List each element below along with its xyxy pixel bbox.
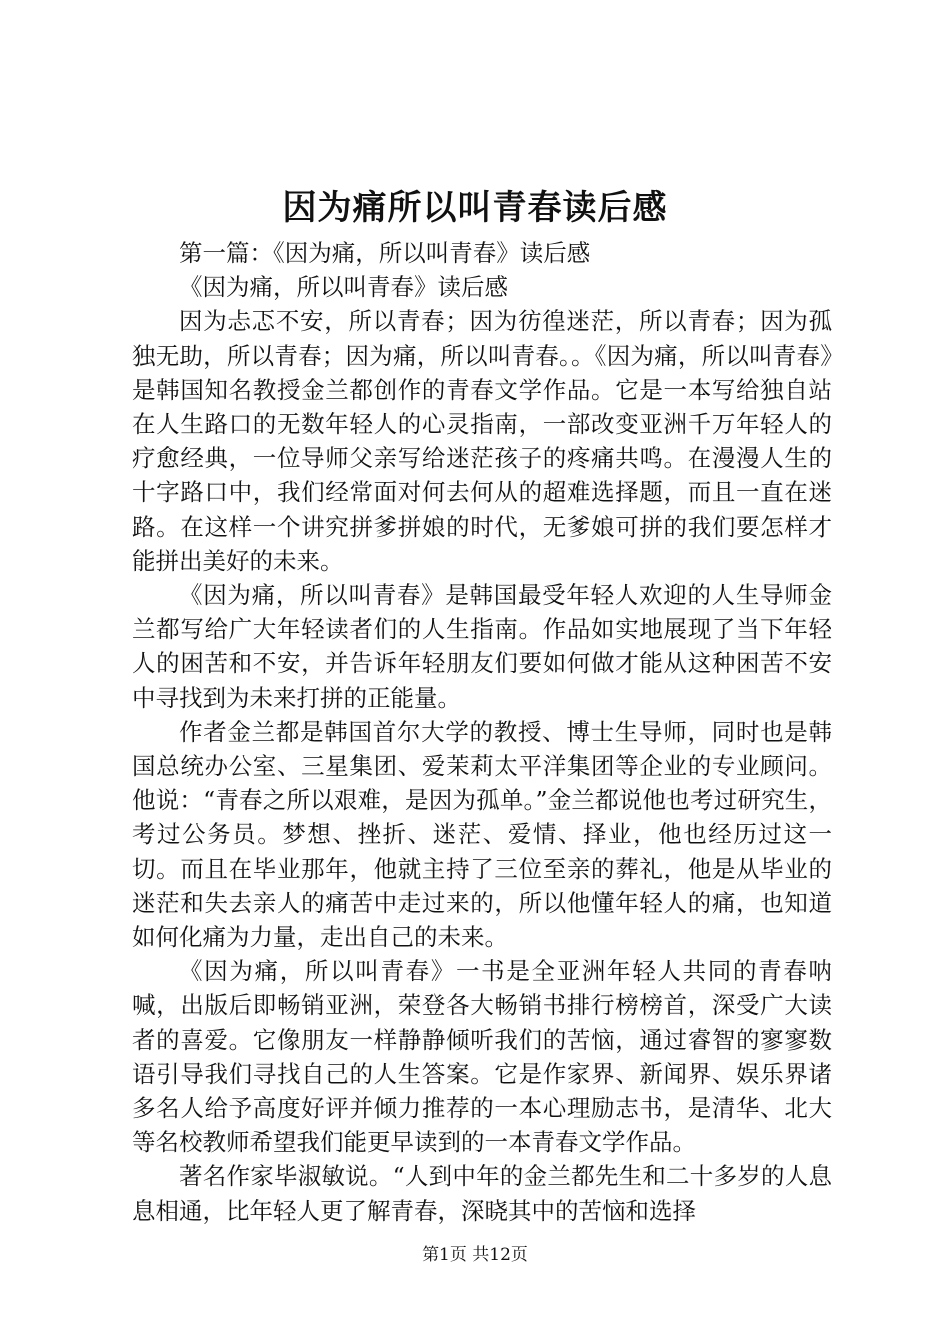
paragraph: 第一篇：《因为痛，所以叫青春》读后感 xyxy=(179,239,591,267)
paragraph: 作者金兰都是韩国首尔大学的教授、博士生导师，同时也是韩国总统办公室、三星集团、爱茉莉太平洋集团等企业的专业顾问。他说：“青春之所以艰难，是因为孤单。”金兰都说他也考过研究生，考过公务员。梦想、挫折、迷茫、爱情、择业，他也经历过这一切。而且在毕业那年，他就主持了三位至亲的葬礼，他是从毕业的迷茫和失去亲人的痛苦中走过来的，所以他懂年轻人的痛，也知道如何化痛为力量，走出自己的未来。 xyxy=(132,717,832,952)
paragraph: 因为忐忑不安，所以青春；因为彷徨迷茫，所以青春；因为孤独无助，所以青春；因为痛，所以叫青春。。《因为痛，所以叫青春》是韩国知名教授金兰都创作的青春文学作品。它是一本写给独自站在人生路口的无数年轻人的心灵指南，一部改变亚洲千万年轻人的疗愈经典，一位导师父亲写给迷茫孩子的疼痛共鸣。在漫漫人生的十字路口中，我们经常面对何去何从的超难选择题，而且一直在迷路。在这样一个讲究拼爹拼娘的时代，无爹娘可拼的我们要怎样才能拼出美好的未来。 xyxy=(132,307,832,575)
page-footer: 第1页 共12页 xyxy=(422,1245,528,1265)
paragraph: 《因为痛，所以叫青春》一书是全亚洲年轻人共同的青春呐喊，出版后即畅销亚洲，荣登各大畅销书排行榜榜首，深受广大读者的喜爱。它像朋友一样静静倾听我们的苦恼，通过睿智的寥寥数语引导我们寻找自己的人生答案。它是作家界、新闻界、娱乐界诸多名人给予高度好评并倾力推荐的一本心理励志书，是清华、北大等名校教师希望我们能更早读到的一本青春文学作品。 xyxy=(132,957,832,1157)
document-body xyxy=(132,236,832,1228)
document-title: 因为痛所以叫青春读后感 xyxy=(282,188,668,228)
paragraph: 《因为痛，所以叫青春》读后感 xyxy=(179,273,508,302)
paragraph: 《因为痛，所以叫青春》是韩国最受年轻人欢迎的人生导师金兰都写给广大年轻读者们的人生指南。作品如实地展现了当下年轻人的困苦和不安，并告诉年轻朋友们要如何做才能从这种困苦不安中寻找到为未来打拼的正能量。 xyxy=(132,581,832,712)
paragraph: 著名作家毕淑敏说。“人到中年的金兰都先生和二十多岁的人息息相通，比年轻人更了解青春，深晓其中的苦恼和选择 xyxy=(132,1162,832,1225)
